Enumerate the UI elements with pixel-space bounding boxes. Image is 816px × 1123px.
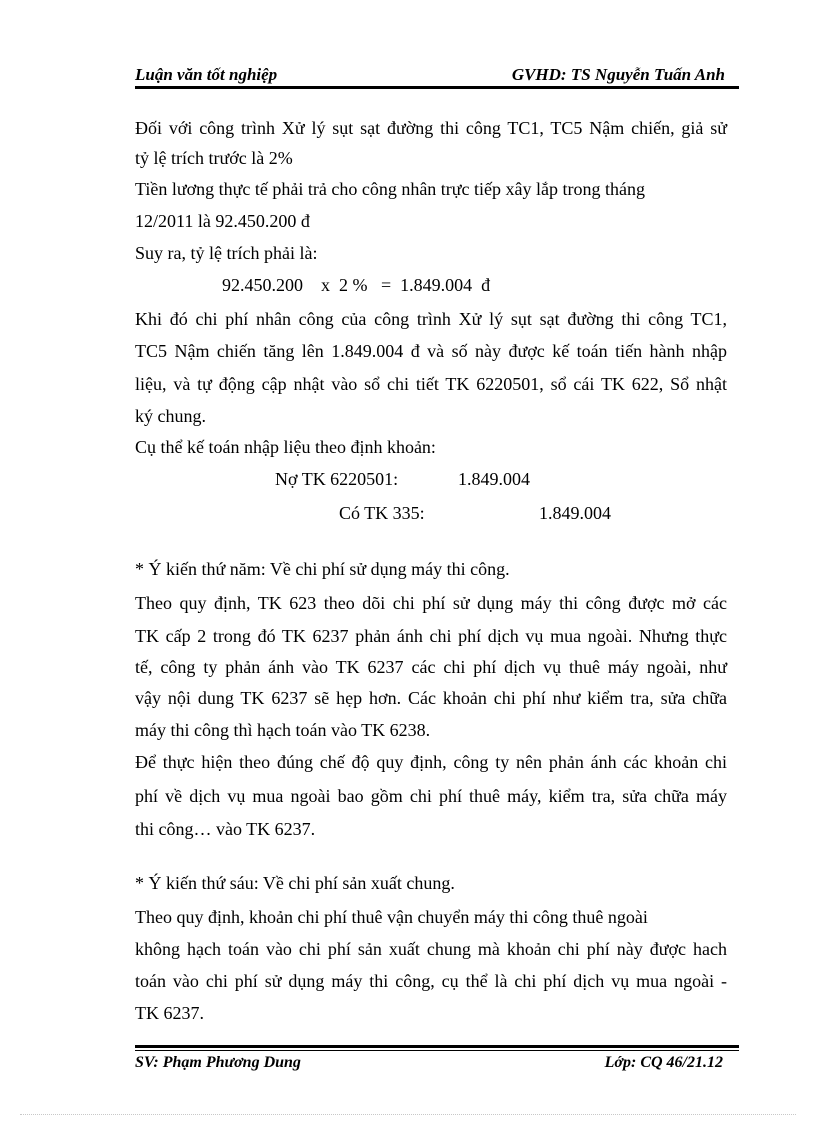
paragraph-line: máy thi công thì hạch toán vào TK 6238. — [135, 720, 431, 740]
credit-label: Có TK 335: — [339, 503, 425, 523]
class-code: Lớp: CQ 46/21.12 — [604, 1054, 723, 1071]
paragraph-line: TC5 Nậm chiến tăng lên 1.849.004 đ và số này được kế toán tiến hành nhập — [135, 341, 727, 361]
paragraph-line: Khi đó chi phí nhân công của công trình Xử lý sụt sạt đường thi công TC1, — [135, 309, 727, 329]
calculation: 92.450.200 x 2 % = 1.849.004 đ — [222, 275, 491, 295]
page-edge — [20, 1114, 796, 1115]
paragraph-line: không hạch toán vào chi phí sản xuất chung mà khoản chi phí này được hach — [135, 939, 727, 959]
supervisor: GVHD: TS Nguyễn Tuấn Anh — [511, 65, 725, 84]
paragraph-line: Theo quy định, TK 623 theo dõi chi phí sử dụng máy thi công được mở các — [135, 593, 727, 613]
section-heading: * Ý kiến thứ năm: Về chi phí sử dụng máy thi công. — [135, 559, 510, 579]
paragraph-line: vậy nội dung TK 6237 sẽ hẹp hơn. Các khoản chi phí như kiểm tra, sửa chữa — [135, 688, 727, 708]
paragraph-line: Để thực hiện theo đúng chế độ quy định, công ty nên phản ánh các khoản chi — [135, 752, 727, 772]
debit-label: Nợ TK 6220501: — [275, 469, 399, 489]
paragraph-line: TK 6237. — [135, 1003, 204, 1023]
footer-rule — [135, 1045, 739, 1048]
student-name: SV: Phạm Phương Dung — [135, 1054, 301, 1071]
page-header — [135, 60, 739, 88]
debit-amount: 1.849.004 — [458, 469, 530, 489]
paragraph-line: liệu, và tự động cập nhật vào sổ chi tiết TK 6220501, sổ cái TK 622, Sổ nhật — [135, 374, 727, 394]
footer-rule-thin — [135, 1050, 739, 1051]
paragraph-line: ký chung. — [135, 406, 206, 426]
paragraph-line: Suy ra, tỷ lệ trích phải là: — [135, 243, 318, 263]
paragraph-line: 12/2011 là 92.450.200 đ — [135, 211, 310, 231]
paragraph-line: phí về dịch vụ mua ngoài bao gồm chi phí thuê máy, kiểm tra, sửa chữa máy — [135, 786, 727, 806]
paragraph-line: toán vào chi phí sử dụng máy thi công, cụ thể là chi phí dịch vụ mua ngoài - — [135, 971, 727, 991]
section-heading: * Ý kiến thứ sáu: Về chi phí sản xuất chung. — [135, 873, 455, 893]
paragraph-line: Tiền lương thực tế phải trả cho công nhân trực tiếp xây lắp trong tháng — [135, 179, 646, 199]
paragraph-line: TK cấp 2 trong đó TK 6237 phản ánh chi phí dịch vụ mua ngoài. Nhưng thực — [135, 626, 727, 646]
paragraph-line: thi công… vào TK 6237. — [135, 819, 316, 839]
paragraph-line: Đối với công trình Xử lý sụt sạt đường thi công TC1, TC5 Nậm chiến, giả sử — [135, 118, 727, 138]
paragraph-line: tế, công ty phản ánh vào TK 6237 các chi phí dịch vụ thuê máy ngoài, như — [135, 657, 727, 677]
thesis-title: Luận văn tốt nghiệp — [135, 65, 278, 84]
credit-amount: 1.849.004 — [539, 503, 611, 523]
header-rule — [135, 86, 739, 89]
paragraph-line: Cụ thể kế toán nhập liệu theo định khoản: — [135, 437, 436, 457]
paragraph-line: tỷ lệ trích trước là 2% — [135, 148, 293, 168]
paragraph-line: Theo quy định, khoản chi phí thuê vận chuyển máy thi công thuê ngoài — [135, 907, 648, 927]
